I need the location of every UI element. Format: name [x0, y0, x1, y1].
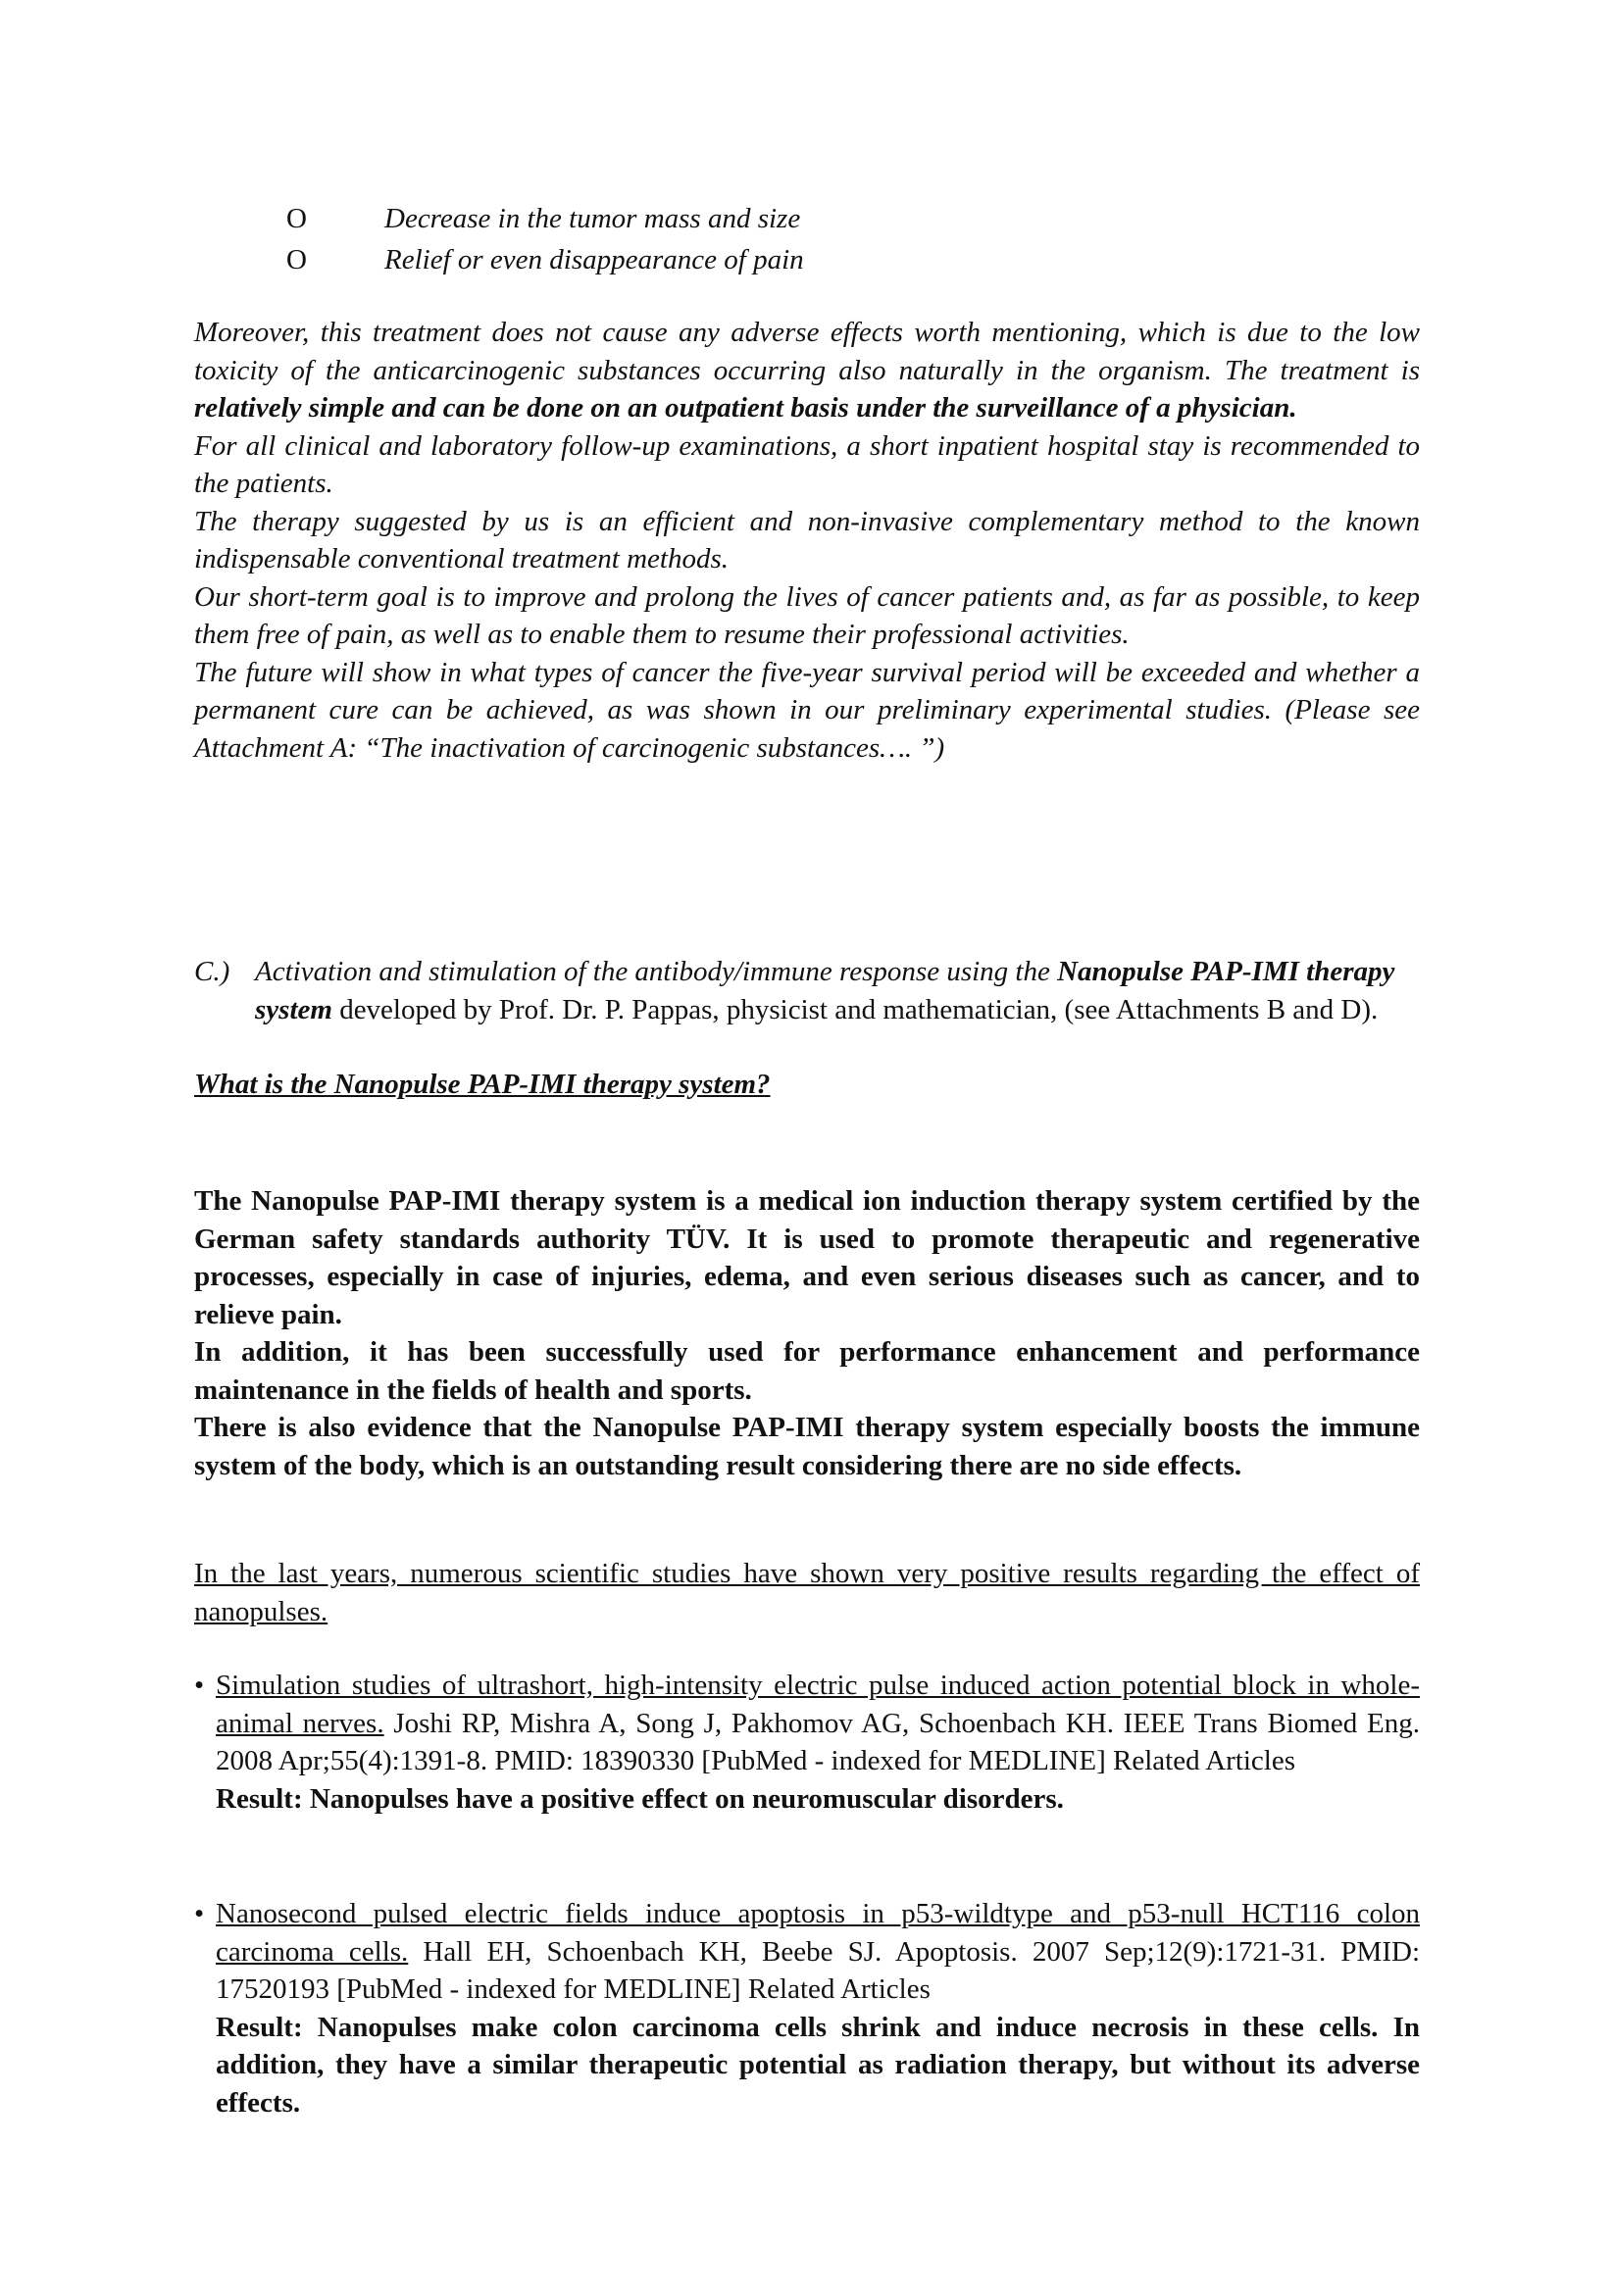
paragraph-therapy: The therapy suggested by us is an efficient and non-invasive complementary method to the known indispensable conventional treatment methods.	[194, 505, 1420, 574]
reference-content	[216, 1895, 1420, 2121]
paragraph-bold-text: relatively simple and can be done on an outpatient basis under the surveillance of a physician.	[194, 392, 1297, 424]
section-c-body	[255, 953, 1420, 1028]
studies-intro: In the last years, numerous scientific studies have shown very positive results regarding the effect of nanopulses.	[194, 1558, 1420, 1627]
reference-result: Result: Nanopulses have a positive effect on neuromuscular disorders.	[216, 1782, 1064, 1815]
treatment-paragraphs	[194, 314, 1420, 767]
list-item	[286, 198, 804, 239]
section-c-lead: Activation and stimulation of the antibody/immune response using the	[255, 956, 1058, 987]
section-heading: What is the Nanopulse PAP-IMI therapy system?	[194, 1069, 771, 1100]
list-marker: O	[286, 244, 307, 275]
section-c-rest: developed by Prof. Dr. P. Pappas, physicist and mathematician, (see Attachments B and D).	[331, 993, 1379, 1025]
outcome-list	[286, 198, 804, 280]
bullet-marker: •	[194, 1898, 205, 1929]
reference-item	[194, 1895, 1420, 2121]
section-letter: C.)	[194, 956, 230, 987]
paragraph-moreover	[194, 314, 1420, 427]
system-description	[194, 1182, 1420, 1484]
list-marker: O	[286, 203, 307, 234]
list-item-text: Relief or even disappearance of pain	[384, 244, 804, 275]
section-c	[194, 953, 1420, 1028]
reference-title-link[interactable]: Nanosecond pulsed electric fields induce apoptosis in p53-wildtype and p53-null HCT116 colon carcinoma cells.	[216, 1898, 1420, 1968]
bullet-marker: •	[194, 1670, 205, 1701]
paragraph-goal: Our short-term goal is to improve and prolong the lives of cancer patients and, as far as possible, to keep them free of pain, as well as to enable them to resume their professional activities.	[194, 580, 1420, 650]
section-c-system-name: Nanopulse PAP-IMI therapy system	[255, 956, 1395, 1025]
list-item-text: Decrease in the tumor mass and size	[384, 203, 801, 234]
description-paragraph: The Nanopulse PAP-IMI therapy system is a medical ion induction therapy system certified by the German safety standards authority TÜV. It is used to promote therapeutic and regenerative processes, especially in case of injuries, edema, and even serious diseases such as cancer, and to relieve pain.	[194, 1185, 1420, 1330]
description-paragraph: In addition, it has been successfully used for performance enhancement and performance maintenance in the fields of health and sports.	[194, 1336, 1420, 1406]
reference-title-link[interactable]: Simulation studies of ultrashort, high-intensity electric pulse induced action potential block in whole-animal nerves.	[216, 1670, 1420, 1739]
paragraph-followup: For all clinical and laboratory follow-up examinations, a short inpatient hospital stay is recommended to the patients.	[194, 429, 1420, 499]
description-paragraph: There is also evidence that the Nanopulse PAP-IMI therapy system especially boosts the immune system of the body, which is an outstanding result considering there are no side effects.	[194, 1412, 1420, 1481]
reference-result: Result: Nanopulses make colon carcinoma cells shrink and induce necrosis in these cells. In addition, they have a similar therapeutic potential as radiation therapy, but without its adverse effects.	[216, 2011, 1420, 2119]
reference-citation: Hall EH, Schoenbach KH, Beebe SJ. Apoptosis. 2007 Sep;12(9):1721-31. PMID: 17520193 [PubMed - indexed for MEDLINE] Related Articles	[216, 1935, 1420, 2005]
paragraph-text: Moreover, this treatment does not cause any adverse effects worth mentioning, which is due to the low toxicity of the anticarcinogenic substances occurring also naturally in the organism. The treatment is	[194, 317, 1420, 386]
reference-citation: Joshi RP, Mishra A, Song J, Pakhomov AG, Schoenbach KH. IEEE Trans Biomed Eng. 2008 Apr;55(4):1391-8. PMID: 18390330 [PubMed - indexed for MEDLINE] Related Articles	[216, 1707, 1420, 1776]
reference-content	[216, 1667, 1420, 1818]
paragraph-future: The future will show in what types of cancer the five-year survival period will be exceeded and whether a permanent cure can be achieved, as was shown in our preliminary experimental studies. (Please see Attachment A: “The inactivation of carcinogenic substances…. ”)	[194, 656, 1420, 764]
reference-item	[194, 1667, 1420, 1818]
list-item	[286, 239, 804, 280]
